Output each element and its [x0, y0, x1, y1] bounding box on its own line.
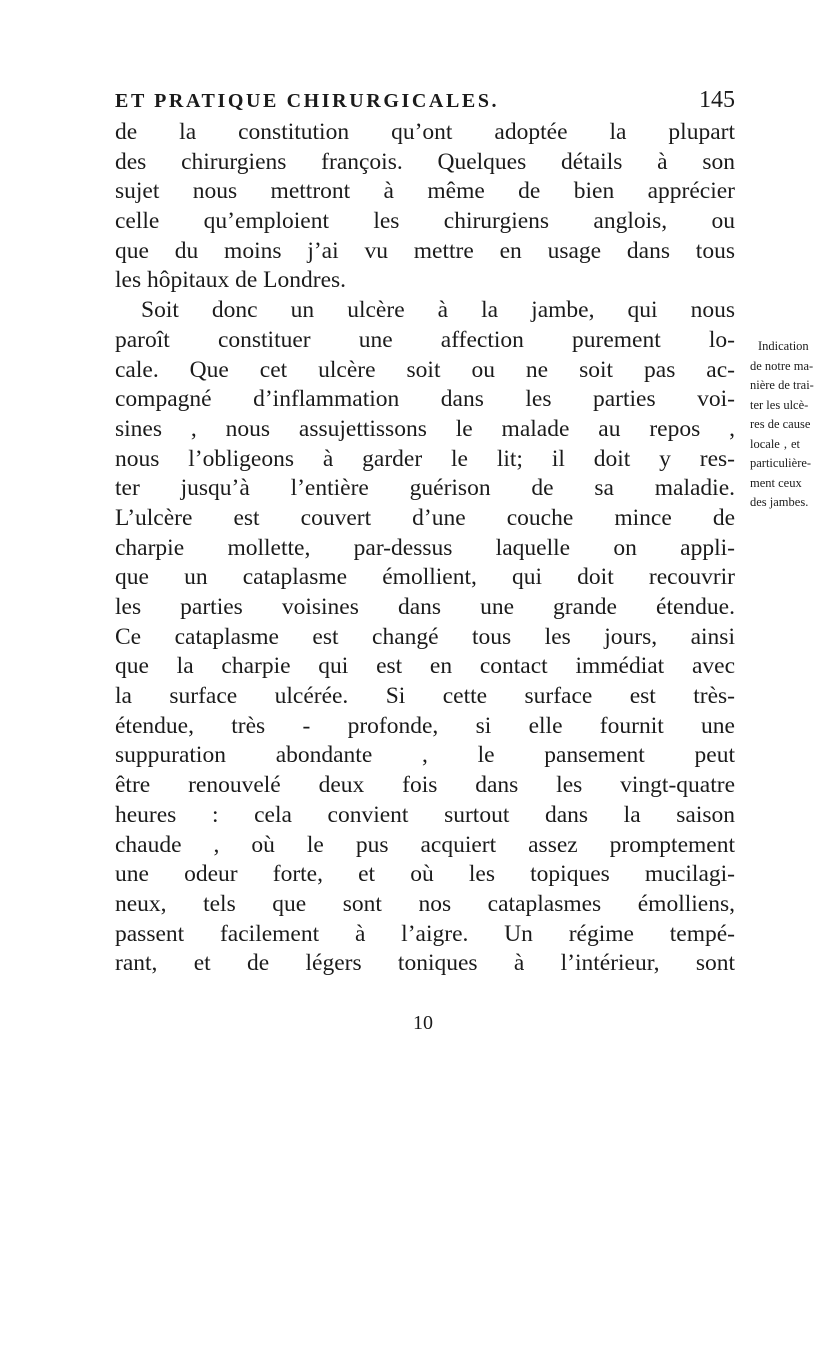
text-line: nous l’obligeons à garder le lit; il doit y res-: [115, 445, 735, 472]
text-line: une odeur forte, et où les topiques mucilagi-: [115, 861, 735, 888]
text-line: la surface ulcérée. Si cette surface est très-: [115, 683, 735, 710]
margin-note-line: ter les ulcè-: [750, 397, 809, 412]
text-line: chaude , où le pus acquiert assez promptement: [115, 831, 735, 858]
running-header: [115, 87, 735, 120]
margin-note-line: res de cause: [750, 417, 811, 431]
text-line: que du moins j’ai vu mettre en usage dans tous: [115, 237, 735, 264]
text-line: Soit donc un ulcère à la jambe, qui nous: [141, 297, 735, 324]
running-title: ET PRATIQUE CHIRURGICALES.: [115, 90, 500, 112]
text-line: L’ulcère est couvert d’une couche mince de: [115, 504, 735, 531]
text-line: sujet nous mettront à même de bien apprécier: [115, 178, 735, 205]
page-number: 145: [699, 87, 735, 113]
text-line: ter jusqu’à l’entière guérison de sa maladie.: [115, 475, 735, 502]
text-line: que un cataplasme émollient, qui doit recouvrir: [115, 564, 735, 591]
text-line: passent facilement à l’aigre. Un régime tempé-: [115, 920, 735, 947]
text-line: des chirurgiens françois. Quelques détails à son: [115, 148, 735, 175]
text-line: compagné d’inflammation dans les parties voi-: [115, 386, 735, 413]
text-line: que la charpie qui est en contact immédiat avec: [115, 653, 735, 680]
margin-note-line: de notre ma-: [750, 358, 814, 373]
text-line: les hôpitaux de Londres.: [115, 267, 347, 294]
text-line: de la constitution qu’ont adoptée la plupart: [115, 119, 735, 145]
text-line: rant, et de légers toniques à l’intérieur, sont: [115, 950, 735, 977]
text-line: sines , nous assujettissons le malade au repos ,: [115, 415, 735, 442]
text-line: étendue, très - profonde, si elle fournit une: [115, 712, 735, 739]
margin-note-line: locale , et: [750, 436, 800, 451]
text-line: cale. Que cet ulcère soit ou ne soit pas ac-: [115, 356, 735, 383]
text-line: Ce cataplasme est changé tous les jours, ainsi: [115, 623, 735, 650]
text-line: les parties voisines dans une grande étendue.: [115, 594, 735, 620]
margin-note-line: particulière-: [750, 456, 812, 470]
margin-note: [750, 337, 814, 513]
margin-note-line: Indication: [758, 339, 809, 353]
text-line: suppuration abondante , le pansement peut: [115, 742, 735, 769]
text-line: heures : cela convient surtout dans la saison: [115, 801, 735, 828]
margin-note-line: des jambes.: [750, 495, 809, 509]
margin-note-line: ment ceux: [750, 475, 802, 490]
text-line: être renouvelé deux fois dans les vingt-quatre: [115, 772, 735, 799]
text-line: neux, tels que sont nos cataplasmes émolliens,: [115, 890, 735, 917]
margin-note-line: nière de trai-: [750, 378, 814, 392]
text-line: celle qu’emploient les chirurgiens anglois, ou: [115, 208, 735, 235]
text-line: paroît constituer une affection purement lo-: [115, 326, 735, 353]
signature-mark: 10: [413, 1012, 433, 1034]
text-line: charpie mollette, par-dessus laquelle on appli-: [115, 534, 735, 561]
body-text: [115, 118, 735, 979]
